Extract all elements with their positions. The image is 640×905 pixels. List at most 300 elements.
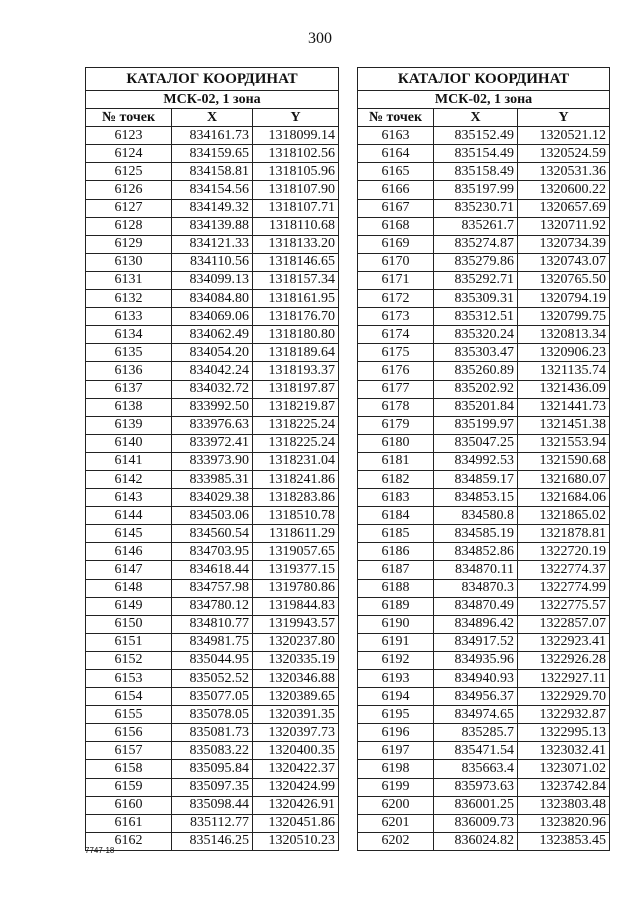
y-coordinate-cell: 1318225.24: [253, 416, 339, 434]
x-coordinate-cell: 834852.86: [434, 543, 518, 561]
point-number-cell: 6197: [358, 742, 434, 760]
x-coordinate-cell: 835320.24: [434, 326, 518, 344]
point-number-cell: 6125: [86, 163, 172, 181]
table-row: [358, 670, 610, 688]
table-row: [358, 579, 610, 597]
table-row: [86, 344, 339, 362]
point-number-cell: 6141: [86, 452, 172, 470]
point-number-cell: 6201: [358, 814, 434, 832]
point-number-cell: 6162: [86, 832, 172, 850]
table-row: [358, 452, 610, 470]
table-row: [86, 778, 339, 796]
point-number-cell: 6128: [86, 217, 172, 235]
x-coordinate-cell: 835202.92: [434, 380, 518, 398]
y-coordinate-cell: 1320451.86: [253, 814, 339, 832]
table-row: [86, 434, 339, 452]
column-header-row: [86, 109, 339, 127]
y-coordinate-cell: 1318105.96: [253, 163, 339, 181]
table-row: [86, 398, 339, 416]
point-number-cell: 6130: [86, 253, 172, 271]
y-coordinate-cell: 1323742.84: [518, 778, 610, 796]
x-coordinate-cell: 835260.89: [434, 362, 518, 380]
table-row: [358, 760, 610, 778]
table-row: [358, 706, 610, 724]
table-row: [86, 217, 339, 235]
x-coordinate-cell: 834992.53: [434, 452, 518, 470]
x-coordinate-cell: 834956.37: [434, 688, 518, 706]
x-coordinate-cell: 834503.06: [172, 507, 253, 525]
table-row: [358, 633, 610, 651]
y-coordinate-cell: 1321441.73: [518, 398, 610, 416]
table-row: [86, 452, 339, 470]
x-coordinate-cell: 834029.38: [172, 489, 253, 507]
table-row: [86, 507, 339, 525]
x-coordinate-cell: 834161.73: [172, 127, 253, 145]
y-coordinate-cell: 1320335.19: [253, 651, 339, 669]
x-coordinate-cell: 835292.71: [434, 271, 518, 289]
table-row: [358, 290, 610, 308]
x-coordinate-cell: 834853.15: [434, 489, 518, 507]
table-row: [86, 235, 339, 253]
y-coordinate-cell: 1320799.75: [518, 308, 610, 326]
x-coordinate-cell: 834780.12: [172, 597, 253, 615]
x-coordinate-cell: 834084.80: [172, 290, 253, 308]
table-row: [86, 832, 339, 850]
table-row: [86, 380, 339, 398]
point-number-cell: 6187: [358, 561, 434, 579]
point-number-cell: 6148: [86, 579, 172, 597]
y-coordinate-cell: 1321865.02: [518, 507, 610, 525]
y-coordinate-cell: 1318146.65: [253, 253, 339, 271]
y-coordinate-cell: 1320400.35: [253, 742, 339, 760]
y-coordinate-cell: 1318225.24: [253, 434, 339, 452]
y-coordinate-cell: 1320711.92: [518, 217, 610, 235]
table-row: [358, 344, 610, 362]
x-coordinate-cell: 834974.65: [434, 706, 518, 724]
table-row: [358, 308, 610, 326]
coordinate-catalog-table-left: [85, 67, 339, 851]
table-row: [86, 615, 339, 633]
y-coordinate-cell: 1320521.12: [518, 127, 610, 145]
x-coordinate-cell: 834560.54: [172, 525, 253, 543]
point-number-cell: 6194: [358, 688, 434, 706]
x-coordinate-cell: 835098.44: [172, 796, 253, 814]
y-coordinate-cell: 1320657.69: [518, 199, 610, 217]
point-number-cell: 6155: [86, 706, 172, 724]
table-row: [86, 597, 339, 615]
x-coordinate-cell: 834859.17: [434, 470, 518, 488]
table-row: [358, 253, 610, 271]
table-row: [86, 814, 339, 832]
table-row: [86, 308, 339, 326]
table-row: [358, 235, 610, 253]
x-coordinate-cell: 834870.49: [434, 597, 518, 615]
y-coordinate-cell: 1318161.95: [253, 290, 339, 308]
x-coordinate-cell: 835095.84: [172, 760, 253, 778]
table-row: [86, 706, 339, 724]
x-coordinate-cell: 835279.86: [434, 253, 518, 271]
x-coordinate-cell: 835158.49: [434, 163, 518, 181]
table-row: [358, 470, 610, 488]
x-coordinate-cell: 835197.99: [434, 181, 518, 199]
x-coordinate-cell: 834149.32: [172, 199, 253, 217]
table-row: [358, 362, 610, 380]
point-number-cell: 6202: [358, 832, 434, 850]
table-row: [86, 579, 339, 597]
table-row: [86, 362, 339, 380]
point-number-cell: 6132: [86, 290, 172, 308]
point-number-cell: 6150: [86, 615, 172, 633]
x-coordinate-cell: 835663.4: [434, 760, 518, 778]
point-number-cell: 6181: [358, 452, 434, 470]
point-number-cell: 6158: [86, 760, 172, 778]
table-title-row: [86, 68, 339, 91]
point-number-cell: 6178: [358, 398, 434, 416]
table-row: [358, 416, 610, 434]
point-number-cell: 6174: [358, 326, 434, 344]
x-coordinate-cell: 833972.41: [172, 434, 253, 452]
y-coordinate-cell: 1320397.73: [253, 724, 339, 742]
x-coordinate-cell: 833973.90: [172, 452, 253, 470]
point-number-cell: 6137: [86, 380, 172, 398]
x-coordinate-cell: 835146.25: [172, 832, 253, 850]
y-coordinate-cell: 1319057.65: [253, 543, 339, 561]
x-coordinate-cell: 835081.73: [172, 724, 253, 742]
x-coordinate-cell: 834054.20: [172, 344, 253, 362]
y-coordinate-cell: 1320734.39: [518, 235, 610, 253]
x-coordinate-cell: 835471.54: [434, 742, 518, 760]
point-number-cell: 6143: [86, 489, 172, 507]
x-coordinate-cell: 836001.25: [434, 796, 518, 814]
x-coordinate-cell: 834981.75: [172, 633, 253, 651]
point-number-cell: 6156: [86, 724, 172, 742]
table-title: КАТАЛОГ КООРДИНАТ: [358, 68, 610, 91]
point-number-cell: 6180: [358, 434, 434, 452]
y-coordinate-cell: 1321684.06: [518, 489, 610, 507]
y-coordinate-cell: 1322927.11: [518, 670, 610, 688]
point-number-cell: 6159: [86, 778, 172, 796]
table-row: [86, 181, 339, 199]
y-coordinate-cell: 1319780.86: [253, 579, 339, 597]
y-coordinate-cell: 1322775.57: [518, 597, 610, 615]
point-number-cell: 6135: [86, 344, 172, 362]
y-coordinate-cell: 1319377.15: [253, 561, 339, 579]
x-coordinate-cell: 835303.47: [434, 344, 518, 362]
y-coordinate-cell: 1322774.99: [518, 579, 610, 597]
y-coordinate-cell: 1318283.86: [253, 489, 339, 507]
y-coordinate-cell: 1322929.70: [518, 688, 610, 706]
table-row: [86, 688, 339, 706]
point-number-cell: 6166: [358, 181, 434, 199]
table-row: [358, 651, 610, 669]
x-coordinate-cell: 834121.33: [172, 235, 253, 253]
point-number-cell: 6169: [358, 235, 434, 253]
y-coordinate-cell: 1319844.83: [253, 597, 339, 615]
table-title-row: [358, 68, 610, 91]
x-coordinate-cell: 833985.31: [172, 470, 253, 488]
point-number-cell: 6134: [86, 326, 172, 344]
point-number-cell: 6190: [358, 615, 434, 633]
table-row: [86, 127, 339, 145]
x-coordinate-cell: 834110.56: [172, 253, 253, 271]
x-coordinate-cell: 835230.71: [434, 199, 518, 217]
x-coordinate-cell: 835097.35: [172, 778, 253, 796]
table-row: [86, 724, 339, 742]
x-coordinate-cell: 835052.52: [172, 670, 253, 688]
x-coordinate-cell: 835261.7: [434, 217, 518, 235]
point-number-cell: 6154: [86, 688, 172, 706]
x-coordinate-cell: 834139.88: [172, 217, 253, 235]
table-row: [358, 271, 610, 289]
y-coordinate-cell: 1322774.37: [518, 561, 610, 579]
table-row: [358, 398, 610, 416]
y-coordinate-cell: 1320524.59: [518, 145, 610, 163]
table-row: [358, 181, 610, 199]
table-row: [358, 145, 610, 163]
point-number-cell: 6126: [86, 181, 172, 199]
table-row: [86, 416, 339, 434]
coordinate-catalog-table-right: [357, 67, 610, 851]
y-coordinate-cell: 1323803.48: [518, 796, 610, 814]
x-coordinate-cell: 835201.84: [434, 398, 518, 416]
point-number-cell: 6161: [86, 814, 172, 832]
y-coordinate-cell: 1321553.94: [518, 434, 610, 452]
y-coordinate-cell: 1321451.38: [518, 416, 610, 434]
x-coordinate-cell: 834870.11: [434, 561, 518, 579]
point-number-cell: 6185: [358, 525, 434, 543]
point-number-cell: 6179: [358, 416, 434, 434]
point-number-cell: 6142: [86, 470, 172, 488]
point-number-cell: 6124: [86, 145, 172, 163]
x-coordinate-cell: 835274.87: [434, 235, 518, 253]
table-subtitle-row: [358, 91, 610, 109]
x-coordinate-cell: 834032.72: [172, 380, 253, 398]
x-coordinate-cell: 834042.24: [172, 362, 253, 380]
x-coordinate-cell: 834935.96: [434, 651, 518, 669]
point-number-cell: 6176: [358, 362, 434, 380]
x-coordinate-cell: 834757.98: [172, 579, 253, 597]
y-coordinate-cell: 1321878.81: [518, 525, 610, 543]
y-coordinate-cell: 1321436.09: [518, 380, 610, 398]
point-number-cell: 6147: [86, 561, 172, 579]
x-coordinate-cell: 834099.13: [172, 271, 253, 289]
x-coordinate-cell: 835199.97: [434, 416, 518, 434]
point-number-cell: 6198: [358, 760, 434, 778]
y-coordinate-cell: 1318193.37: [253, 362, 339, 380]
x-coordinate-cell: 834158.81: [172, 163, 253, 181]
table-row: [86, 199, 339, 217]
table-row: [358, 814, 610, 832]
x-coordinate-cell: 834896.42: [434, 615, 518, 633]
table-row: [358, 742, 610, 760]
y-coordinate-cell: 1318107.90: [253, 181, 339, 199]
point-number-cell: 6144: [86, 507, 172, 525]
point-number-cell: 6145: [86, 525, 172, 543]
x-coordinate-cell: 835309.31: [434, 290, 518, 308]
table-row: [86, 760, 339, 778]
table-row: [86, 633, 339, 651]
table-row: [358, 561, 610, 579]
y-coordinate-cell: 1322926.28: [518, 651, 610, 669]
column-header-x: X: [434, 109, 518, 127]
table-row: [86, 271, 339, 289]
point-number-cell: 6160: [86, 796, 172, 814]
y-coordinate-cell: 1318219.87: [253, 398, 339, 416]
x-coordinate-cell: 834062.49: [172, 326, 253, 344]
point-number-cell: 6189: [358, 597, 434, 615]
x-coordinate-cell: 834580.8: [434, 507, 518, 525]
point-number-cell: 6167: [358, 199, 434, 217]
x-coordinate-cell: 833992.50: [172, 398, 253, 416]
y-coordinate-cell: 1320531.36: [518, 163, 610, 181]
table-row: [358, 597, 610, 615]
x-coordinate-cell: 834069.06: [172, 308, 253, 326]
y-coordinate-cell: 1322932.87: [518, 706, 610, 724]
table-row: [358, 525, 610, 543]
point-number-cell: 6177: [358, 380, 434, 398]
y-coordinate-cell: 1320426.91: [253, 796, 339, 814]
point-number-cell: 6199: [358, 778, 434, 796]
table-row: [358, 199, 610, 217]
point-number-cell: 6153: [86, 670, 172, 688]
table-row: [358, 434, 610, 452]
y-coordinate-cell: 1320794.19: [518, 290, 610, 308]
table-row: [86, 651, 339, 669]
y-coordinate-cell: 1322857.07: [518, 615, 610, 633]
point-number-cell: 6152: [86, 651, 172, 669]
y-coordinate-cell: 1321680.07: [518, 470, 610, 488]
table-row: [358, 489, 610, 507]
point-number-cell: 6123: [86, 127, 172, 145]
y-coordinate-cell: 1321590.68: [518, 452, 610, 470]
document-footer-code: 7747-18: [85, 846, 115, 855]
table-row: [358, 507, 610, 525]
y-coordinate-cell: 1321135.74: [518, 362, 610, 380]
y-coordinate-cell: 1320510.23: [253, 832, 339, 850]
point-number-cell: 6149: [86, 597, 172, 615]
x-coordinate-cell: 835154.49: [434, 145, 518, 163]
y-coordinate-cell: 1318197.87: [253, 380, 339, 398]
table-row: [358, 832, 610, 850]
table-row: [86, 163, 339, 181]
y-coordinate-cell: 1323853.45: [518, 832, 610, 850]
x-coordinate-cell: 834154.56: [172, 181, 253, 199]
y-coordinate-cell: 1323071.02: [518, 760, 610, 778]
y-coordinate-cell: 1318110.68: [253, 217, 339, 235]
x-coordinate-cell: 834870.3: [434, 579, 518, 597]
point-number-cell: 6165: [358, 163, 434, 181]
y-coordinate-cell: 1320600.22: [518, 181, 610, 199]
y-coordinate-cell: 1322995.13: [518, 724, 610, 742]
point-number-cell: 6183: [358, 489, 434, 507]
x-coordinate-cell: 835285.7: [434, 724, 518, 742]
x-coordinate-cell: 835083.22: [172, 742, 253, 760]
y-coordinate-cell: 1319943.57: [253, 615, 339, 633]
x-coordinate-cell: 835312.51: [434, 308, 518, 326]
point-number-cell: 6171: [358, 271, 434, 289]
point-number-cell: 6188: [358, 579, 434, 597]
point-number-cell: 6195: [358, 706, 434, 724]
table-row: [86, 489, 339, 507]
point-number-cell: 6127: [86, 199, 172, 217]
y-coordinate-cell: 1322720.19: [518, 543, 610, 561]
y-coordinate-cell: 1320422.37: [253, 760, 339, 778]
x-coordinate-cell: 835973.63: [434, 778, 518, 796]
point-number-cell: 6193: [358, 670, 434, 688]
y-coordinate-cell: 1318099.14: [253, 127, 339, 145]
y-coordinate-cell: 1318510.78: [253, 507, 339, 525]
x-coordinate-cell: 834618.44: [172, 561, 253, 579]
point-number-cell: 6173: [358, 308, 434, 326]
x-coordinate-cell: 834703.95: [172, 543, 253, 561]
y-coordinate-cell: 1320391.35: [253, 706, 339, 724]
x-coordinate-cell: 835152.49: [434, 127, 518, 145]
x-coordinate-cell: 835047.25: [434, 434, 518, 452]
x-coordinate-cell: 836024.82: [434, 832, 518, 850]
table-row: [358, 163, 610, 181]
point-number-cell: 6129: [86, 235, 172, 253]
point-number-cell: 6168: [358, 217, 434, 235]
table-row: [86, 470, 339, 488]
table-row: [358, 724, 610, 742]
table-row: [86, 290, 339, 308]
point-number-cell: 6163: [358, 127, 434, 145]
y-coordinate-cell: 1320389.65: [253, 688, 339, 706]
point-number-cell: 6151: [86, 633, 172, 651]
point-number-cell: 6131: [86, 271, 172, 289]
x-coordinate-cell: 834810.77: [172, 615, 253, 633]
point-number-cell: 6200: [358, 796, 434, 814]
y-coordinate-cell: 1318231.04: [253, 452, 339, 470]
y-coordinate-cell: 1322923.41: [518, 633, 610, 651]
point-number-cell: 6175: [358, 344, 434, 362]
table-row: [358, 380, 610, 398]
y-coordinate-cell: 1318241.86: [253, 470, 339, 488]
x-coordinate-cell: 834940.93: [434, 670, 518, 688]
table-subtitle-row: [86, 91, 339, 109]
point-number-cell: 6146: [86, 543, 172, 561]
y-coordinate-cell: 1318102.56: [253, 145, 339, 163]
y-coordinate-cell: 1320346.88: [253, 670, 339, 688]
table-row: [86, 326, 339, 344]
point-number-cell: 6184: [358, 507, 434, 525]
table-row: [86, 253, 339, 271]
y-coordinate-cell: 1318107.71: [253, 199, 339, 217]
table-row: [358, 615, 610, 633]
x-coordinate-cell: 836009.73: [434, 814, 518, 832]
table-row: [86, 543, 339, 561]
table-row: [358, 543, 610, 561]
table-row: [86, 561, 339, 579]
table-row: [358, 796, 610, 814]
table-row: [86, 525, 339, 543]
y-coordinate-cell: 1323820.96: [518, 814, 610, 832]
y-coordinate-cell: 1323032.41: [518, 742, 610, 760]
table-subtitle: МСК-02, 1 зона: [86, 91, 339, 109]
point-number-cell: 6186: [358, 543, 434, 561]
x-coordinate-cell: 835112.77: [172, 814, 253, 832]
x-coordinate-cell: 835078.05: [172, 706, 253, 724]
point-number-cell: 6140: [86, 434, 172, 452]
table-row: [86, 670, 339, 688]
column-header-y: Y: [253, 109, 339, 127]
x-coordinate-cell: 834917.52: [434, 633, 518, 651]
point-number-cell: 6196: [358, 724, 434, 742]
y-coordinate-cell: 1318157.34: [253, 271, 339, 289]
point-number-cell: 6172: [358, 290, 434, 308]
table-row: [86, 796, 339, 814]
column-header-point: № точек: [86, 109, 172, 127]
